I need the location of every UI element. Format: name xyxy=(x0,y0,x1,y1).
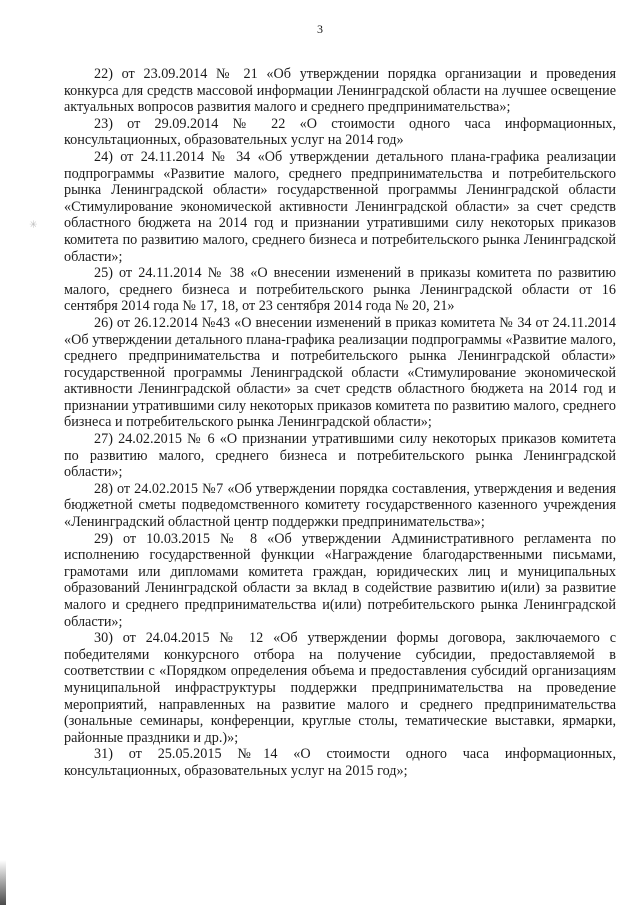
list-item-29: 29) от 10.03.2015 № 8 «Об утверждении Административного регламента по исполнению государственной функции «Награждение благодарственными письмами, грамотами или дипломами комитета граждан, юридических лиц и муниципальных образований Ленинградской области за вклад в содействие развитию и(или) за развитие малого и среднего предпринимательства и(или) потребительского рынка Ленинградской области»; xyxy=(64,530,616,630)
list-item-28: 28) от 24.02.2015 №7 «Об утверждении порядка составления, утверждения и ведения бюджетной сметы подведомственного комитету государственного казенного учреждения «Ленинградский областной центр поддержки предпринимательства»; xyxy=(64,480,616,531)
list-item-22: 22) от 23.09.2014 № 21 «Об утверждении порядка организации и проведения конкурса для средств массовой информации Ленинградской области на лучшее освещение актуальных вопросов развития малого и среднего предпринимательства»; xyxy=(64,66,616,116)
list-item-25: 25) от 24.11.2014 № 38 «О внесении изменений в приказы комитета по развитию малого, среднего бизнеса и потребительского рынка Ленинградской области от 16 сентября 2014 года № 17, 18, от 23 сентября 2014 года № 20, 21» xyxy=(64,265,616,315)
faint-stamp-mark: ✳ xyxy=(29,218,41,229)
list-item-23: 23) от 29.09.2014 № 22 «О стоимости одного часа информационных, консультационных, образовательных услуг на 2014 год» xyxy=(64,115,616,149)
scan-edge-shadow xyxy=(0,860,6,905)
list-item-31: 31) от 25.05.2015 №14 «О стоимости одного часа информационных, консультационных, образовательных услуг на 2015 год»; xyxy=(64,746,616,779)
document-body xyxy=(64,66,616,780)
list-item-27: 27) 24.02.2015 № 6 «О признании утратившими силу некоторых приказов комитета по развитию малого, среднего бизнеса и потребительского рынка Ленинградской области»; xyxy=(64,431,616,481)
list-item-30: 30) от 24.04.2015 № 12 «Об утверждении формы договора, заключаемого с победителями конкурсного отбора на получение субсидии, предоставляемой в соответствии с «Порядком определения объема и предоставления субсидий организациям муниципальной инфраструктуры поддержки предпринимательства на проведение мероприятий, направленных на развитие малого и среднего предпринимательства (зональные семинары, конференции, круглые столы, тематические выставки, ярмарки, районные праздники и др.)»; xyxy=(64,630,616,746)
list-item-24: 24) от 24.11.2014 № 34 «Об утверждении детального плана-графика реализации подпрограммы «Развитие малого, среднего предпринимательства и потребительского рынка Ленинградской области» государственной программы Ленинградской области «Стимулирование экономической активности Ленинградской области» за счет средств областного бюджета на 2014 год и признании утратившими силу некоторых приказов комитета по развитию малого, среднего бизнеса и потребительского рынка Ленинградской области»; xyxy=(64,148,616,265)
page-number: 3 xyxy=(317,22,323,36)
list-item-26: 26) от 26.12.2014 №43 «О внесении изменений в приказ комитета № 34 от 24.11.2014 «Об утверждении детального плана-графика реализации подпрограммы «Развитие малого, среднего предпринимательства и потребительского рынка Ленинградской области» государственной программы Ленинградской области «Стимулирование экономической активности Ленинградской области» за счет средств областного бюджета на 2014 год и признании утратившими силу некоторых приказов комитета по развитию малого, среднего бизнеса и потребительского рынка Ленинградской области»; xyxy=(64,314,616,431)
